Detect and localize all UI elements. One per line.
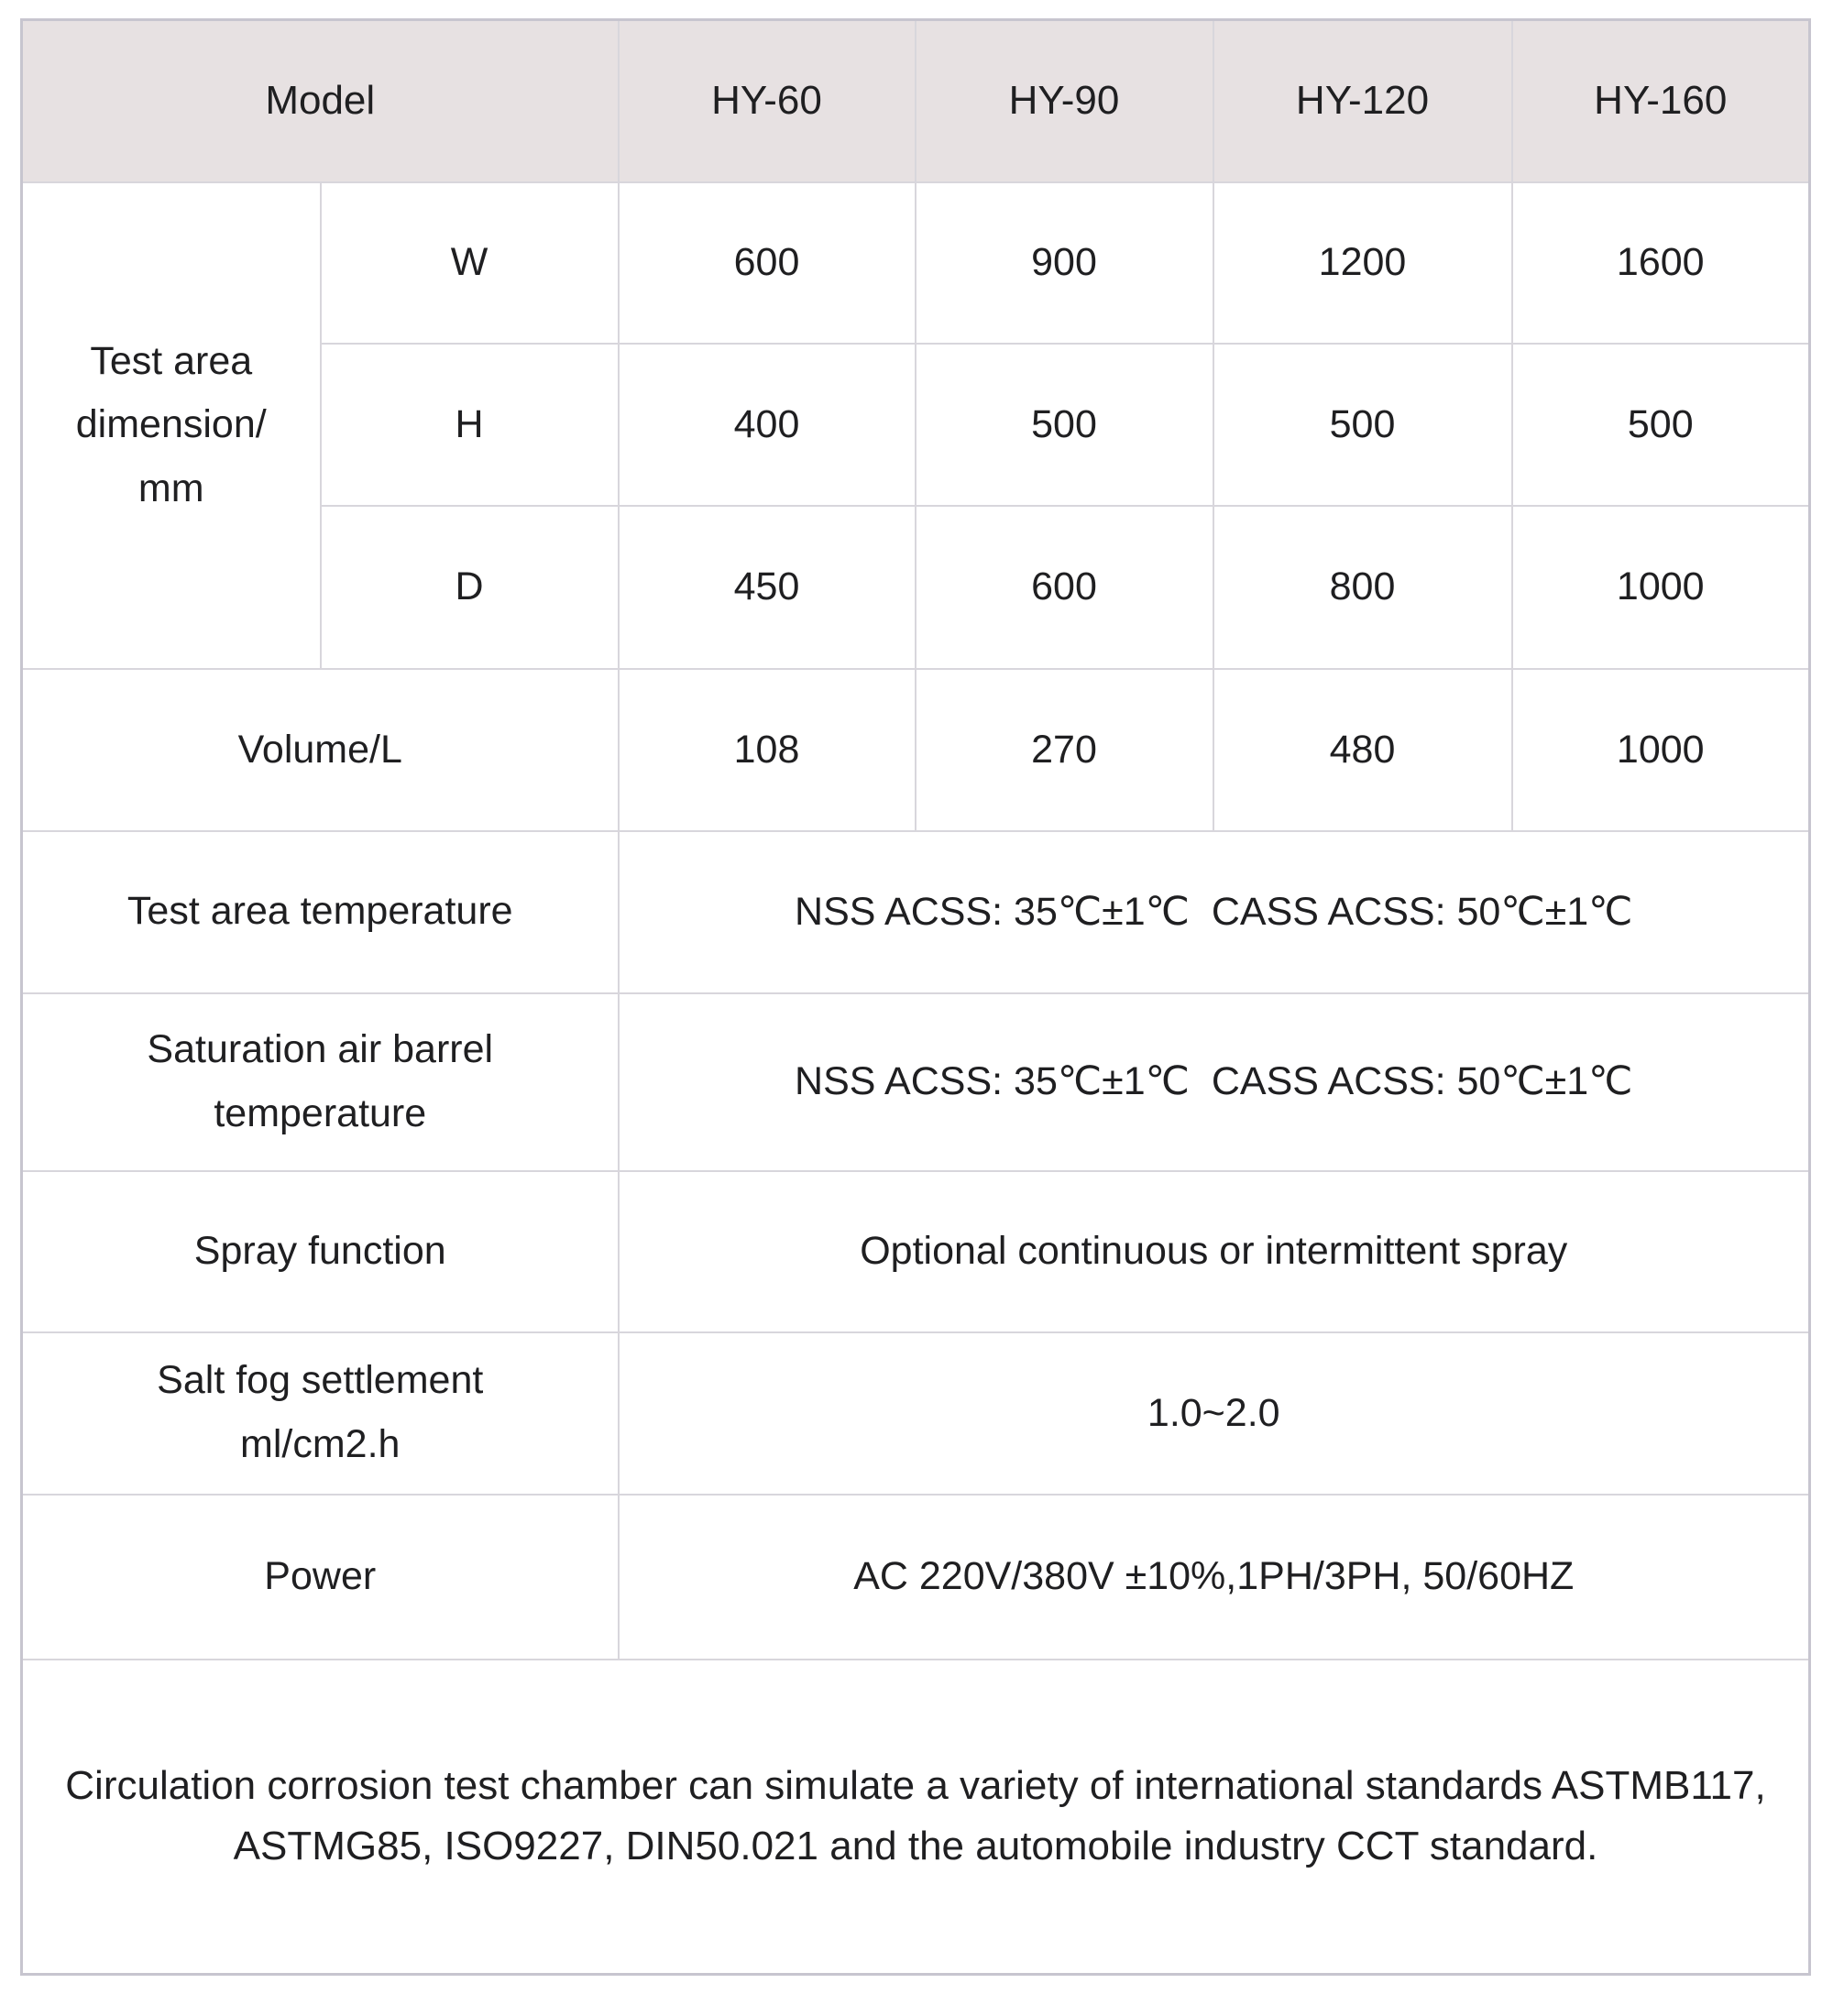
cell-w-hy-60: 600 [619, 182, 916, 344]
cell-w-hy-120: 1200 [1213, 182, 1512, 344]
spec-value-salt-fog-settlement: 1.0~2.0 [619, 1332, 1810, 1495]
dimension-key-d: D [321, 506, 619, 669]
spec-label-line: Salt fog settlement [157, 1358, 484, 1403]
dimension-key-h: H [321, 344, 619, 506]
spec-value-spray-function: Optional continuous or intermittent spray [619, 1171, 1810, 1332]
header-row [22, 20, 1810, 182]
dimension-label-line-2: dimension/ [75, 402, 267, 447]
volume-row [22, 669, 1810, 831]
header-cell-hy-120: HY-120 [1213, 20, 1512, 182]
cell-h-hy-120: 500 [1213, 344, 1512, 506]
spec-label-line: Spray function [193, 1228, 446, 1273]
cell-volume-hy-60: 108 [619, 669, 916, 831]
cell-w-hy-90: 900 [916, 182, 1213, 344]
volume-label-cell: Volume/L [22, 669, 619, 831]
cell-d-hy-60: 450 [619, 506, 916, 669]
spec-label-power [22, 1495, 619, 1660]
spec-table [20, 18, 1811, 1976]
spec-row-power [22, 1495, 1810, 1660]
cell-volume-hy-160: 1000 [1512, 669, 1810, 831]
header-cell-hy-160: HY-160 [1512, 20, 1810, 182]
spec-label-line: Test area temperature [126, 889, 513, 934]
spec-value-saturation-air-barrel-temperature: NSS ACSS: 35℃±1℃ CASS ACSS: 50℃±1℃ [619, 993, 1810, 1171]
spec-label-test-area-temperature [22, 831, 619, 993]
header-cell-hy-90: HY-90 [916, 20, 1213, 182]
note-row [22, 1660, 1810, 1975]
spec-label-line: ml/cm2.h [240, 1422, 401, 1466]
spec-label-line: temperature [214, 1090, 427, 1135]
spec-row-salt-fog-settlement [22, 1332, 1810, 1495]
cell-d-hy-120: 800 [1213, 506, 1512, 669]
spec-row-spray-function [22, 1171, 1810, 1332]
cell-w-hy-160: 1600 [1512, 182, 1810, 344]
spec-value-power: AC 220V/380V ±10%,1PH/3PH, 50/60HZ [619, 1495, 1810, 1660]
spec-label-spray-function [22, 1171, 619, 1332]
spec-label-line: Saturation air barrel [147, 1026, 494, 1071]
cell-d-hy-90: 600 [916, 506, 1213, 669]
note-text [23, 1756, 1808, 1877]
header-cell-model: Model [22, 20, 619, 182]
header-cell-hy-60: HY-60 [619, 20, 916, 182]
spec-label-saturation-air-barrel-temperature [22, 993, 619, 1171]
dimension-row-w [22, 182, 1810, 344]
note-cell [22, 1660, 1810, 1975]
dimension-key-w: W [321, 182, 619, 344]
cell-h-hy-90: 500 [916, 344, 1213, 506]
note-line-2: ASTMG85, ISO9227, DIN50.021 and the automobile industry CCT standard. [233, 1824, 1598, 1869]
note-line-1: Circulation corrosion test chamber can simulate a variety of international standards ASTMB117, [65, 1763, 1766, 1809]
spec-label-salt-fog-settlement [22, 1332, 619, 1495]
cell-h-hy-160: 500 [1512, 344, 1810, 506]
spec-label-line: Power [264, 1553, 377, 1598]
cell-h-hy-60: 400 [619, 344, 916, 506]
dimension-label-line-3: mm [137, 466, 204, 510]
cell-d-hy-160: 1000 [1512, 506, 1810, 669]
spec-row-saturation-air-barrel-temperature [22, 993, 1810, 1171]
dimension-label-line-1: Test area [90, 338, 253, 383]
spec-value-test-area-temperature: NSS ACSS: 35℃±1℃ CASS ACSS: 50℃±1℃ [619, 831, 1810, 993]
dimension-label-cell [22, 182, 321, 669]
dimension-label [23, 330, 320, 521]
spec-row-test-area-temperature [22, 831, 1810, 993]
cell-volume-hy-120: 480 [1213, 669, 1512, 831]
cell-volume-hy-90: 270 [916, 669, 1213, 831]
